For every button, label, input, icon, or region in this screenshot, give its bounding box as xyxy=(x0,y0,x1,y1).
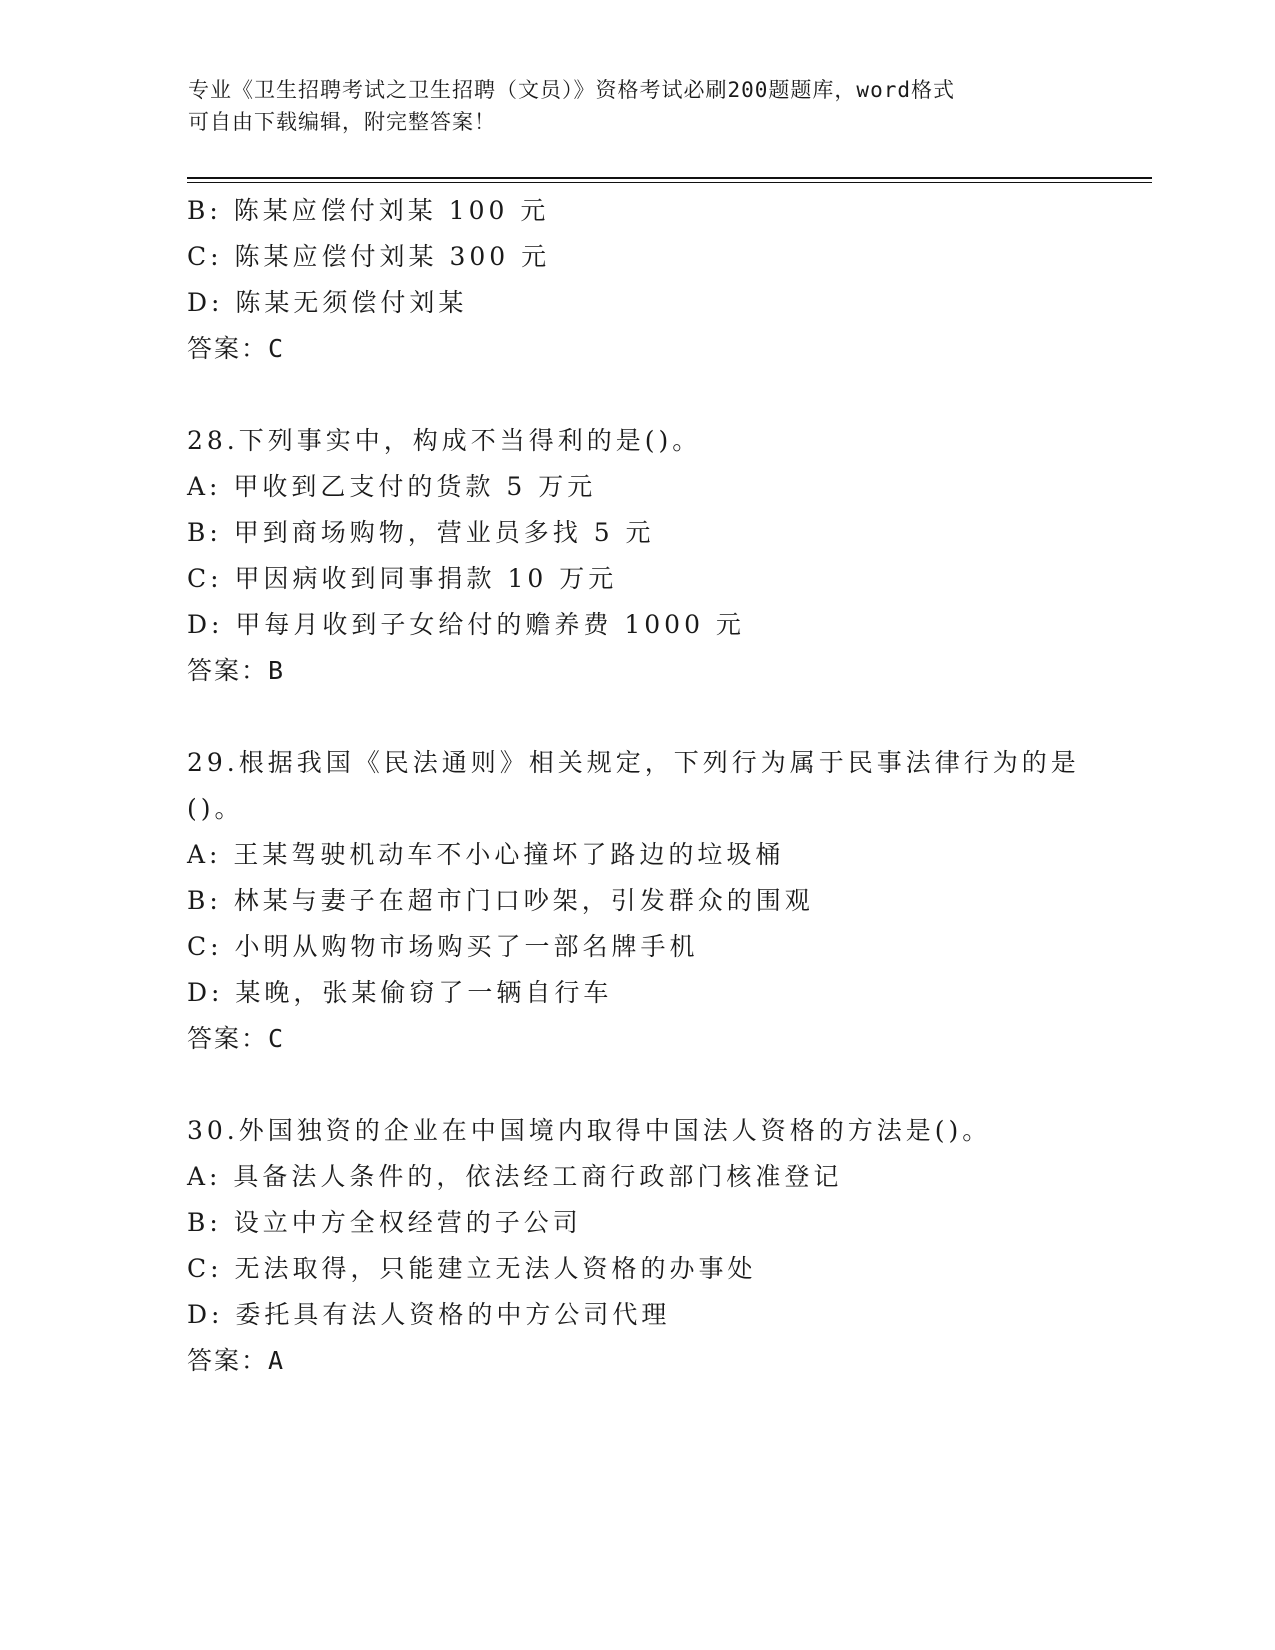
q27-option-b: B: 陈某应偿付刘某 100 元 xyxy=(187,196,550,225)
q27-option-c: C: 陈某应偿付刘某 300 元 xyxy=(187,242,551,271)
q28-option-b: B: 甲到商场购物，营业员多找 5 元 xyxy=(187,518,655,547)
q29-option-a: A: 王某驾驶机动车不小心撞坏了路边的垃圾桶 xyxy=(187,840,785,869)
q28-stem: 28.下列事实中，构成不当得利的是()。 xyxy=(187,426,702,455)
q29-answer: 答案：C xyxy=(187,1024,286,1053)
document-header xyxy=(188,74,1088,138)
q30-option-c: C: 无法取得，只能建立无法人资格的办事处 xyxy=(187,1254,757,1283)
q30-option-a: A: 具备法人条件的，依法经工商行政部门核准登记 xyxy=(187,1162,843,1191)
question-list xyxy=(187,188,1087,1384)
question-27 xyxy=(187,188,1087,372)
q29-option-b: B: 林某与妻子在超市门口吵架，引发群众的围观 xyxy=(187,886,814,915)
spacer xyxy=(187,372,1087,418)
q29-stem-line-2: ()。 xyxy=(187,794,244,823)
q28-answer: 答案：B xyxy=(187,656,286,685)
q29-option-d: D: 某晚，张某偷窃了一辆自行车 xyxy=(187,978,613,1007)
q30-answer: 答案：A xyxy=(187,1346,286,1375)
question-28 xyxy=(187,418,1087,694)
question-30 xyxy=(187,1108,1087,1384)
q28-option-d: D: 甲每月收到子女给付的赡养费 1000 元 xyxy=(187,610,745,639)
q29-stem-line-1: 29.根据我国《民法通则》相关规定，下列行为属于民事法律行为的是 xyxy=(187,748,1080,777)
q27-answer: 答案：C xyxy=(187,334,286,363)
spacer xyxy=(187,694,1087,740)
header-title-line-2: 可自由下载编辑，附完整答案！ xyxy=(188,110,496,134)
header-divider-thin xyxy=(187,182,1152,183)
q28-option-c: C: 甲因病收到同事捐款 10 万元 xyxy=(187,564,618,593)
q27-option-d: D: 陈某无须偿付刘某 xyxy=(187,288,468,317)
spacer xyxy=(187,1062,1087,1108)
question-29 xyxy=(187,740,1087,1062)
q30-stem: 30.外国独资的企业在中国境内取得中国法人资格的方法是()。 xyxy=(187,1116,992,1145)
q30-option-b: B: 设立中方全权经营的子公司 xyxy=(187,1208,582,1237)
q30-option-d: D: 委托具有法人资格的中方公司代理 xyxy=(187,1300,671,1329)
header-title-line-1: 专业《卫生招聘考试之卫生招聘（文员）》资格考试必刷200题题库，word格式 xyxy=(188,78,955,102)
header-divider-thick xyxy=(187,177,1152,179)
q29-option-c: C: 小明从购物市场购买了一部名牌手机 xyxy=(187,932,699,961)
q28-option-a: A: 甲收到乙支付的货款 5 万元 xyxy=(187,472,597,501)
